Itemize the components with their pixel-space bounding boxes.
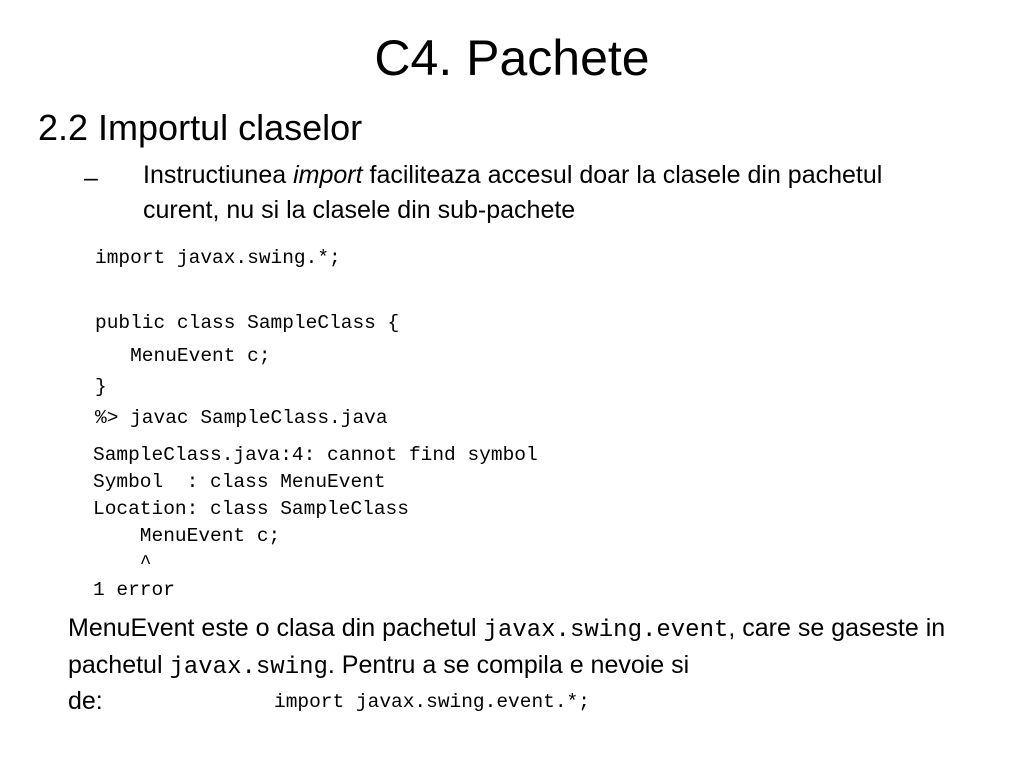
bullet-text-before: Instructiunea [143,161,294,189]
import-statement-inline: import javax.swing.event.*; [274,691,590,713]
code-line-import: import javax.swing.*; [95,247,341,269]
para-part1: MenuEvent este o clasa din pachetul [68,614,484,642]
para-part3: . Pentru a se compila e nevoie si [327,651,690,679]
explanation-paragraph [68,611,968,685]
para-part2: , care se gaseste in pachetul [68,614,946,679]
bullet-dash: – [84,164,98,192]
para-part4: de: [68,687,103,715]
bullet-text-after: faciliteaza accesul doar la clasele din pachetul curent, nu si la clasele din sub-pachete [143,161,883,224]
compiler-output: SampleClass.java:4: cannot find symbol Symbol : class MenuEvent Location: class SampleClass MenuEvent c; ^ 1 error [93,444,538,601]
slide-title: C4. Pachete [374,30,650,86]
code-line-field: MenuEvent c; [95,345,271,367]
section-heading: 2.2 Importul claselor [38,107,363,148]
para-code-javax-swing: javax.swing [169,654,328,681]
code-line-javac-command: %> javac SampleClass.java [95,407,388,429]
para-code-javax-swing-event: javax.swing.event [483,617,729,644]
bullet-text [143,158,943,228]
code-line-close-brace: } [95,376,107,398]
code-line-class-decl: public class SampleClass { [95,312,400,334]
bullet-emphasis: import [293,161,363,189]
